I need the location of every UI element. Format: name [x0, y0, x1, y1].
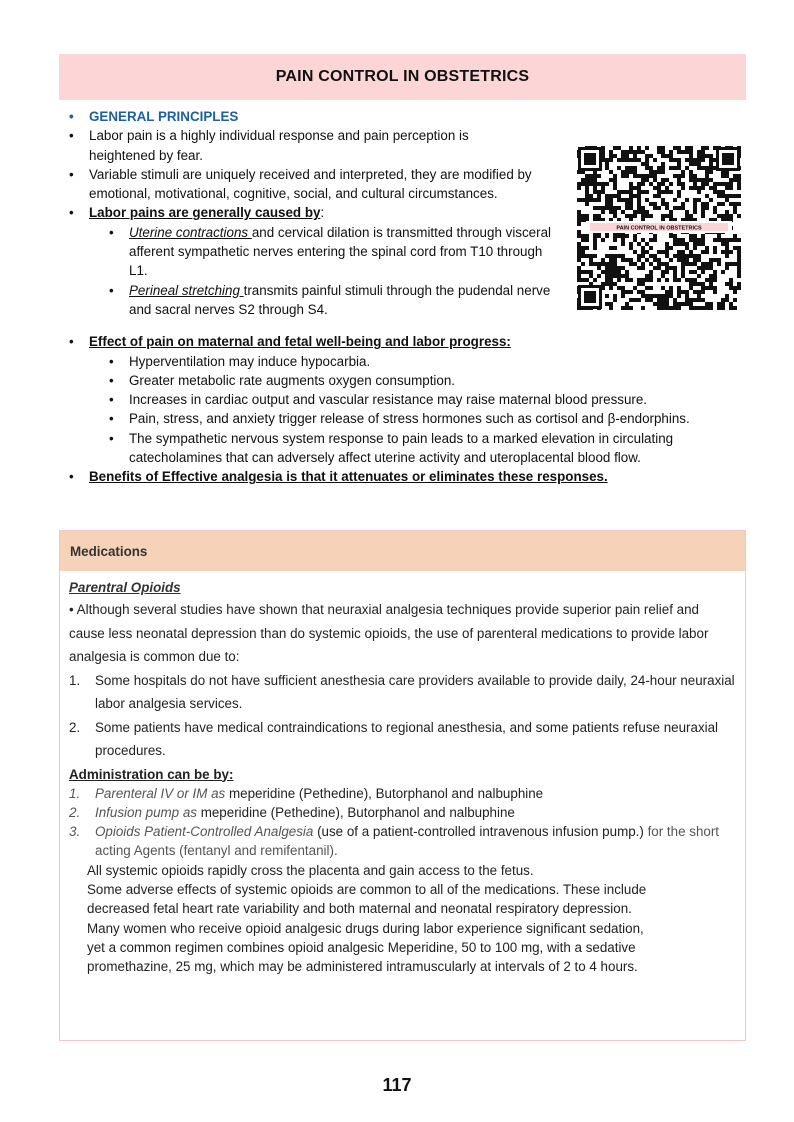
medications-body: [60, 571, 745, 976]
qr-code-image: [576, 145, 742, 311]
effect-item: • The sympathetic nervous system response to pain leads to a marked elevation in circulating catecholamines that can adversely affect uterine activity and uteroplacental blood flow.: [67, 429, 749, 468]
admin-tail: for the short acting Agents (fentanyl and remifentanil).: [95, 824, 720, 859]
reason-number: 2.: [69, 719, 81, 735]
cause-lead: Uterine contractions: [129, 224, 252, 240]
admin-lead: Opioids Patient-Controlled Analgesia: [95, 824, 318, 840]
admin-item: [69, 784, 736, 803]
principle-item: • Labor pain is a highly individual response and pain perception is heightened by fear.: [67, 126, 529, 165]
administration-heading: Administration can be by:: [69, 766, 234, 782]
cause-item: [67, 223, 554, 281]
general-principles-heading: • GENERAL PRINCIPLES: [67, 107, 747, 126]
effect-item: • Increases in cardiac output and vascular resistance may raise maternal blood pressure.: [67, 390, 747, 409]
reason-item: [69, 669, 736, 716]
effect-item: • Greater metabolic rate augments oxygen consumption.: [67, 371, 747, 390]
page-number: 117: [382, 1075, 412, 1095]
title-banner: [59, 54, 746, 100]
effect-item: • Hyperventilation may induce hypocarbia.: [67, 352, 747, 371]
admin-lead: Parenteral IV or IM as: [95, 785, 229, 801]
intro-paragraph: • Although several studies have shown that neuraxial analgesia techniques provide superior pain relief and cause less neonatal depression than do systemic opioids, the use of parenteral medications to provide labor analgesia is common due to:: [69, 602, 709, 664]
parentral-opioids-heading: Parentral Opioids: [69, 580, 181, 595]
admin-item: [69, 803, 736, 822]
qr-caption: PAIN CONTROL IN OBSTETRICS: [616, 225, 702, 232]
opioid-paragraph: All systemic opioids rapidly cross the placenta and gain access to the fetus.: [87, 862, 534, 878]
page-title: PAIN CONTROL IN OBSTETRICS: [275, 68, 530, 85]
reason-number: 1.: [69, 672, 81, 688]
medications-header: [60, 531, 745, 571]
colon: :: [320, 205, 325, 221]
admin-text: meperidine (Pethedine), Butorphanol and nalbuphine: [200, 804, 515, 820]
effect-heading: Effect of pain on maternal and fetal well-being and labor progress:: [89, 334, 511, 350]
reason-text: Some patients have medical contraindications to regional anesthesia, and some patients refuse neuraxial procedures.: [95, 719, 719, 758]
admin-lead: Infusion pump as: [95, 804, 201, 820]
causes-heading: Labor pains are generally caused by: [89, 205, 321, 221]
reason-text: Some hospitals do not have sufficient anesthesia care providers available to provide daily, 24-hour neuraxial labor analgesia services.: [95, 672, 735, 711]
effect-heading-item: [67, 332, 747, 351]
opioid-paragraph: Many women who receive opioid analgesic drugs during labor experience significant sedation, yet a common regimen combines opioid analgesic Meperidine, 50 to 100 mg, with a sedative promethazine, 25 mg, which may be administered intramuscularly at intervals of 2 to 4 hours.: [87, 920, 644, 975]
admin-number: 1.: [69, 785, 81, 801]
medications-box: [59, 530, 746, 1041]
effect-item: • Pain, stress, and anxiety trigger release of stress hormones such as cortisol and β-endorphins.: [67, 409, 747, 428]
benefits-item: [67, 467, 747, 486]
medications-title: Medications: [70, 543, 148, 559]
admin-text: meperidine (Pethedine), Butorphanol and nalbuphine: [228, 785, 544, 801]
admin-text: (use of a patient-controlled intravenous infusion pump.): [317, 824, 648, 840]
principle-item: • Variable stimuli are uniquely received and interpreted, they are modified by emotional, motivational, cognitive, social, and cultural circumstances.: [67, 165, 569, 204]
cause-text: transmits painful stimuli through the pudendal nerve and sacral nerves S2 through S4.: [129, 282, 551, 317]
reason-item: [69, 716, 736, 763]
benefits-text: Benefits of Effective analgesia is that it attenuates or eliminates these responses.: [89, 469, 608, 485]
admin-number: 3.: [69, 824, 81, 840]
admin-item: [69, 822, 736, 861]
cause-text: and cervical dilation is transmitted through visceral afferent sympathetic nerves entering the spinal cord from T10 through L1.: [129, 224, 552, 279]
admin-number: 2.: [69, 804, 81, 820]
cause-lead: Perineal stretching: [129, 282, 244, 298]
cause-item: [67, 281, 554, 320]
opioid-paragraph: Some adverse effects of systemic opioids are common to all of the medications. These include decreased fetal heart rate variability and both maternal and neonatal respiratory depression.: [87, 881, 647, 917]
